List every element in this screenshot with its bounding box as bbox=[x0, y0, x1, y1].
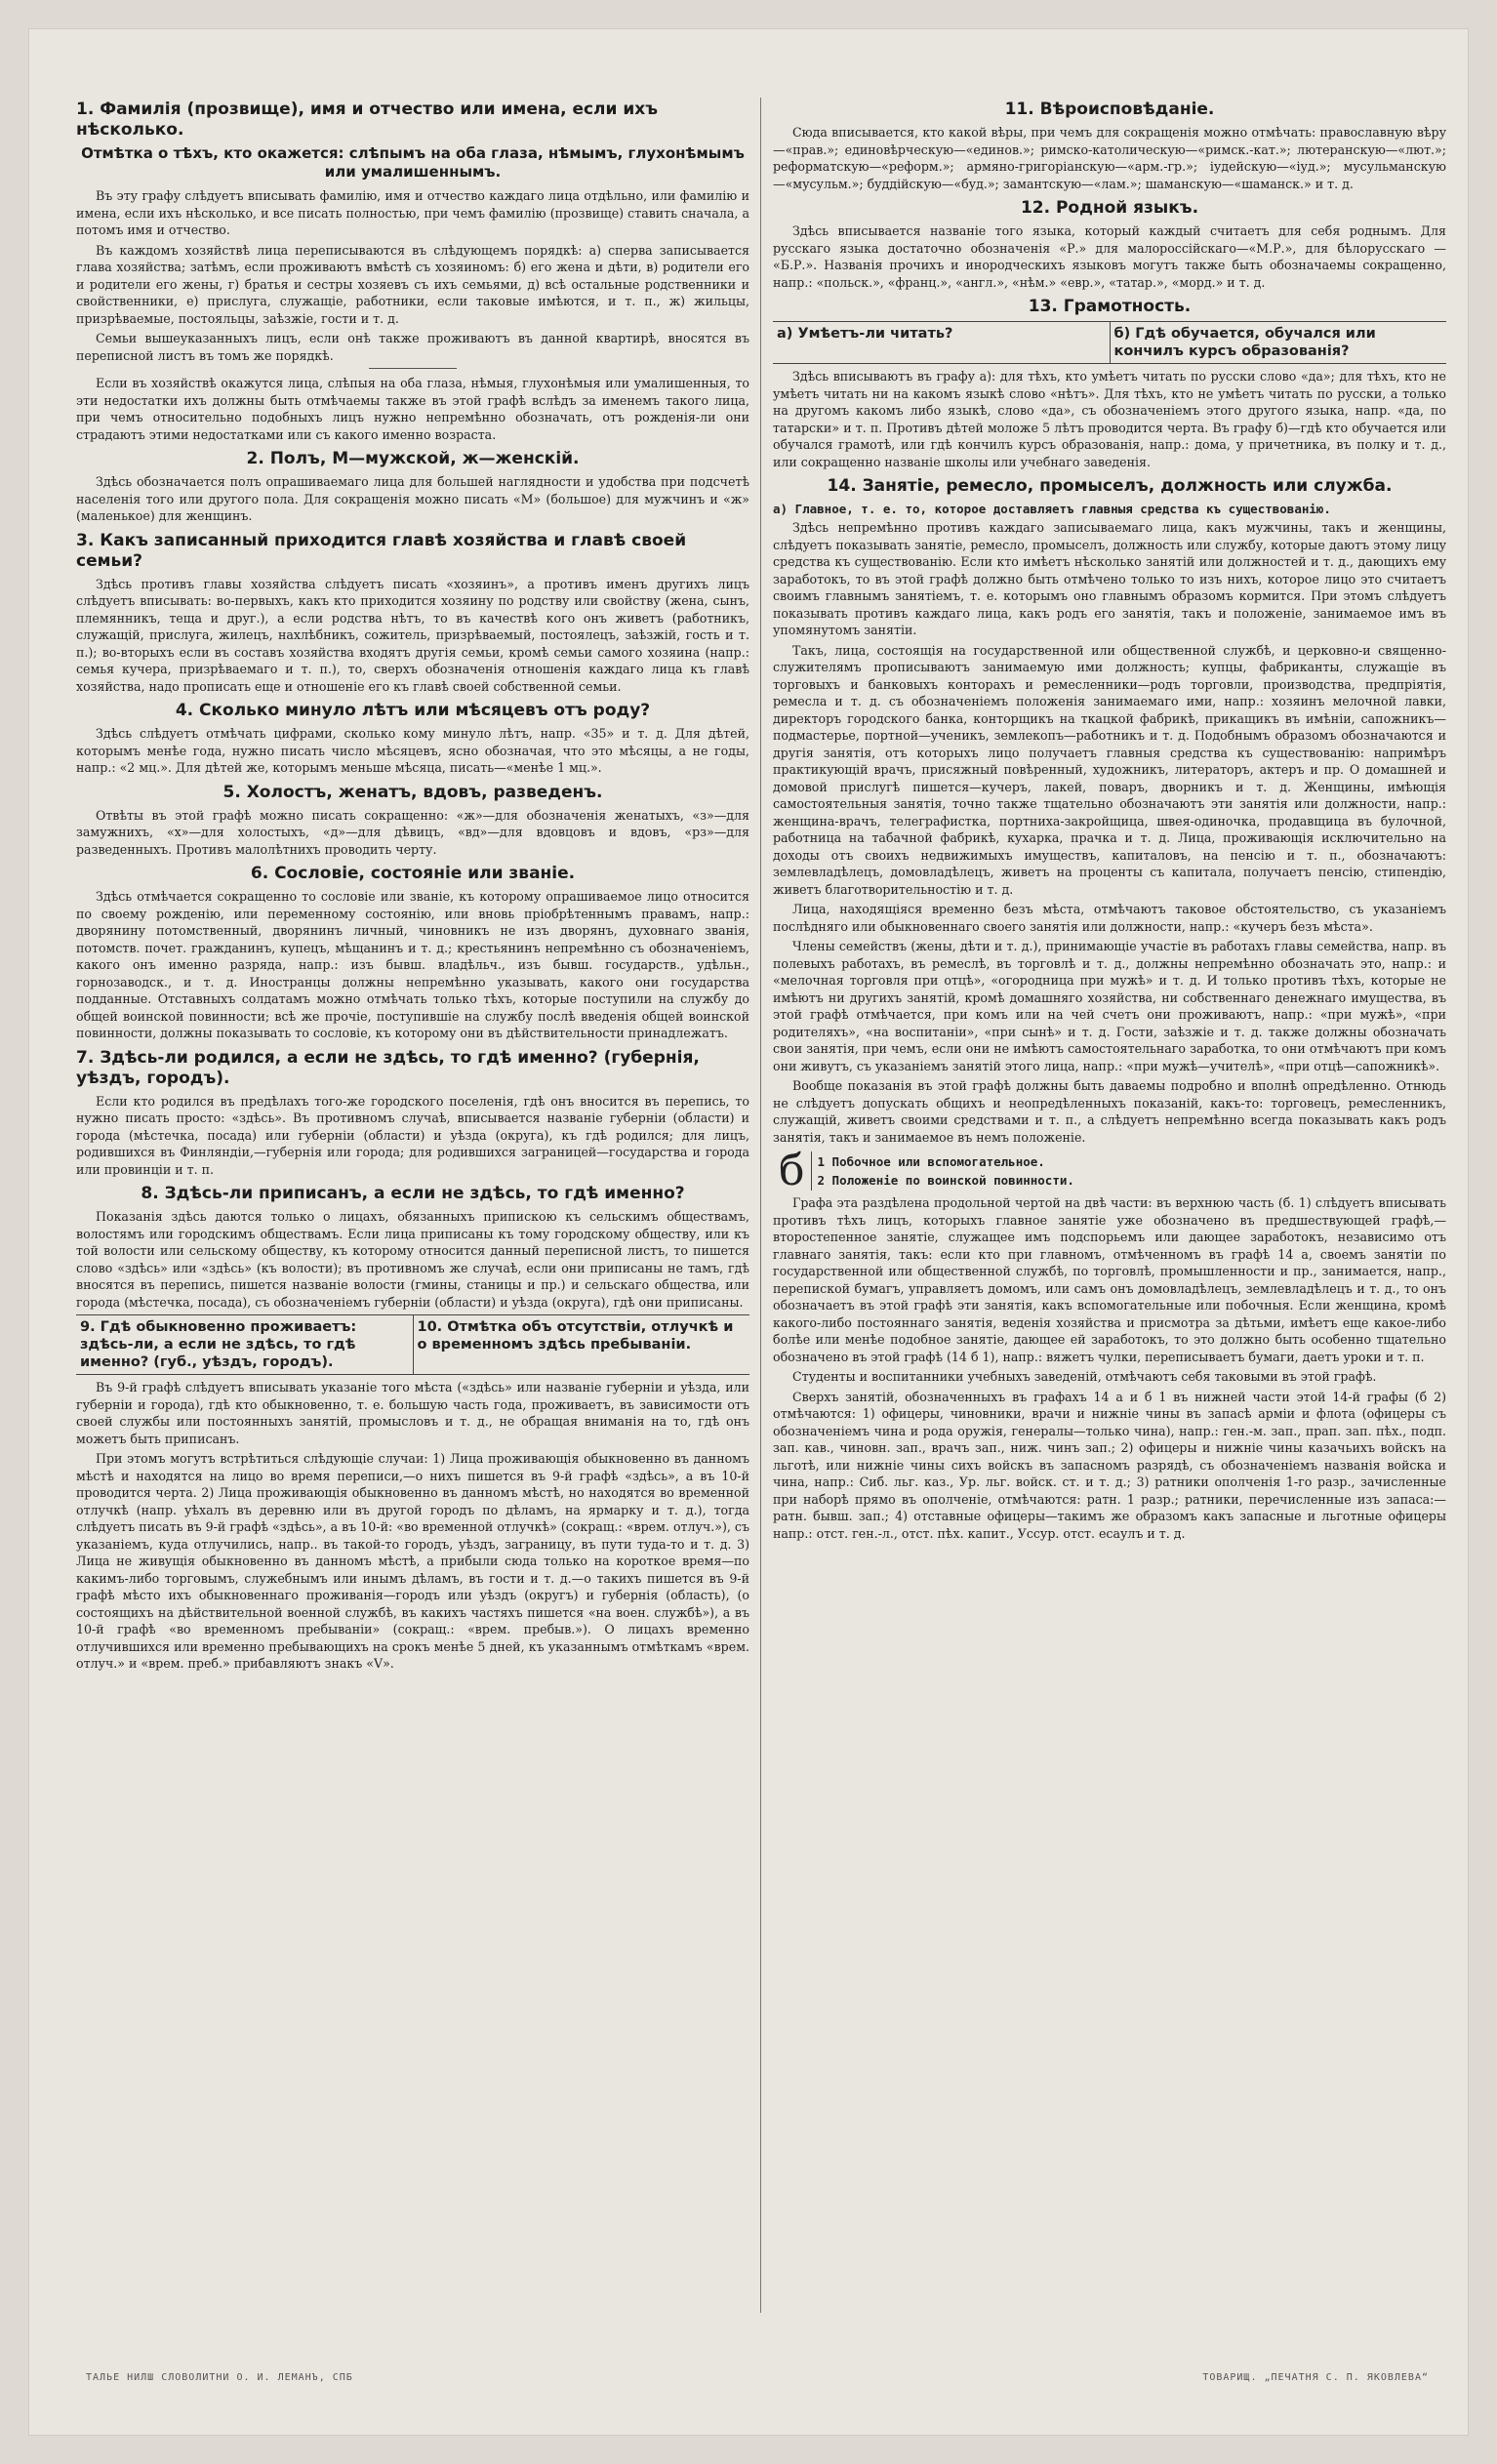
section-12-title: 12. Родной языкъ. bbox=[1020, 198, 1199, 218]
section-13-a: а) Умѣетъ-ли читать? bbox=[773, 322, 1111, 363]
section-14-b1: 1 Побочное или вспомогательное. bbox=[817, 1154, 1045, 1169]
section-8-title: 8. Здѣсь-ли приписанъ, а если не здѣсь, то гдѣ именно? bbox=[141, 1184, 685, 1203]
paragraph: Отвѣты въ этой графѣ можно писать сокращенно: «ж»—для обозначенія женатыхъ, «з»—для замужнихъ, «х»—для холостыхъ, «д»—для дѣвицъ, «вд»—для вдовцовъ и вдовъ, «рз»—для разведенныхъ. Противъ малолѣтнихъ проводить черту. bbox=[76, 807, 749, 857]
paragraph: Вообще показанія въ этой графѣ должны быть даваемы подробно и вполнѣ опредѣленно. Отнюдь не слѣдуетъ допускать общихъ и неопредѣленныхъ показаній, какъ-то: торговецъ, ремесленникъ, служащій, живетъ своими средствами и т. п., а слѣдуетъ непремѣнно всегда показывать какъ родъ занятія, такъ и занимаемое въ немъ положеніе. bbox=[773, 1078, 1446, 1145]
paragraph: Графа эта раздѣлена продольной чертой на двѣ части: въ верхнюю часть (б. 1) слѣдуетъ вписывать противъ тѣхъ лицъ, которыхъ главное занятіе уже обозначено въ предшествующей графѣ,—второстепенное занятіе, служащее имъ подспорьемъ или дающее заработокъ, независимо отъ главнаго занятія, такъ: если кто при главномъ, отмѣченномъ въ графѣ 14 а, своемъ занятіи по государственной или общественной службѣ, по торговлѣ, промышленности и пр., занимается, напр., перепиской бумагъ, управляетъ домомъ, или самъ онъ домовладѣлецъ, землевладѣлецъ и т. д., то онъ обозначаетъ въ этой графѣ эти занятія, какъ вспомогательные или побочныя. Если женщина, кромѣ какого-либо постояннаго занятія, веденія хозяйства и присмотра за дѣтьми, имѣетъ еще какое-либо болѣе или менѣе подобное занятіе, дающее ей заработокъ, то это должно быть особенно тщательно обозначено въ этой графѣ (14 б 1), напр.: вяжетъ чулки, переписываетъ бумаги, даетъ уроки и т. п. bbox=[773, 1195, 1446, 1364]
section-14-b-heading bbox=[773, 1146, 1446, 1195]
paragraph: Если въ хозяйствѣ окажутся лица, слѣпыя на оба глаза, нѣмыя, глухонѣмыя или умалишенныя, то эти недостатки ихъ должны быть отмѣчаемы также въ этой графѣ вслѣдъ за именемъ такого лица, при чемъ относительно подобныхъ лицъ нужно непремѣнно обозначать, отъ рожденія-ли они страдаютъ этими недостатками или съ какого именно возраста. bbox=[76, 376, 749, 442]
paragraph: Сверхъ занятій, обозначенныхъ въ графахъ 14 а и б 1 въ нижней части этой 14-й графы (б 2) отмѣчаются: 1) офицеры, чиновники, врачи и нижніе чины въ запасѣ арміи и флота (офицеры съ обозначеніемъ чина и рода оружія, генералы—только чина), напр.: ген.-м. зап., прап. зап. пѣх., подп. зап. кав., чиновн. зап., врачъ зап., ниж. чинъ зап.; 2) офицеры и нижніе чины казачьихъ войскъ на льготѣ, или нижніе чины сихъ войскъ въ запасномъ разрядѣ, съ обозначеніемъ названія войска и чина, напр.: Сиб. льг. каз., Ур. льг. войск. ст. и т. д.; 3) ратники ополченія 1-го разр., зачисленные при наборѣ прямо въ ополченіе, отмѣчаются: ратн. 1 разр.; ратники, перечисленные изъ запаса:—ратн. бывш. зап.; 4) отставные офицеры—такимъ же образомъ какъ запасные и льготные офицеры напр.: отст. ген.-л., отст. пѣх. капит., Уссур. отст. есаулъ и т. д. bbox=[773, 1389, 1446, 1541]
section-1-title: 1. Фамилія (прозвище), имя и отчество или имена, если ихъ нѣсколько. bbox=[76, 100, 658, 140]
section-14-b-letter: б bbox=[779, 1146, 805, 1195]
printer-imprint-right: ТОВАРИЩ. „ПЕЧАТНЯ С. П. ЯКОВЛЕВА“ bbox=[1202, 2372, 1429, 2383]
section-4-title: 4. Сколько минуло лѣтъ или мѣсяцевъ отъ роду? bbox=[175, 701, 651, 720]
paragraph: Такъ, лица, состоящія на государственной или общественной службѣ, и церковно-и священно-служителямъ прописываютъ занимаемую ими должность; купцы, фабриканты, служащіе въ торговыхъ и банковыхъ конторахъ и ремесленники—родъ торговли, производства, предпріятія, ремесла и т. д. съ обозначеніемъ положенія занимаемаго ими, напр.: хозяинъ мелочной лавки, директоръ городского банка, конторщикъ на ткацкой фабрикѣ, прикащикъ въ имѣніи, сапожникъ—подмастерье, портной—ученикъ, землекопъ—работникъ и т. д. Подобнымъ образомъ обозначаются и другія занятія, отъ которыхъ лицо получаетъ главныя средства къ существованію: напримѣръ практикующій врачъ, присяжный повѣренный, художникъ, литераторъ, актеръ и пр. О домашней и домовой прислугѣ пишется—кучеръ, лакей, поваръ, дворникъ и т. д. Женщины, имѣющія самостоятельныя занятія, точно также тщательно обозначаютъ эти занятія или должности, напр.: женщина-врачъ, телеграфистка, портниха-закройщица, швея-одиночка, продавщица въ булочной, работница на табачной фабрикѣ, кухарка, прачка и т. д. Лица, проживающія исключительно на доходы отъ своихъ недвижимыхъ имуществъ, капиталовъ, на пенсію и т. п., обозначаютъ: землевладѣлецъ, домовладѣлецъ, живетъ на проценты съ капитала, получаетъ пенсію, стипендію, живетъ благотворительностію и т. д. bbox=[773, 642, 1446, 897]
paragraph: Если кто родился въ предѣлахъ того-же городского поселенія, гдѣ онъ вносится въ перепись, то нужно писать просто: «здѣсь». Въ противномъ случаѣ, вписывается названіе губерніи (области) и города (мѣстечка, посада) или губерніи (области) и уѣзда (округа), къ гдѣ родился; для лицъ, родившихся въ Финляндіи,—губернія или города; для родившихся заграницей—государства и города или провинціи и т. п. bbox=[76, 1093, 749, 1177]
section-7-title: 7. Здѣсь-ли родился, а если не здѣсь, то гдѣ именно? (губернія, уѣздъ, городъ). bbox=[76, 1047, 700, 1088]
paragraph: Здѣсь вписывается названіе того языка, который каждый считаетъ для себя роднымъ. Для русскаго языка достаточно обозначенія «Р.» для малороссійскаго—«М.Р.», для бѣлорусскаго — «Б.Р.». Названія прочихъ и инородческихъ языковъ могутъ также быть обозначаемы сокращенно, напр.: «польск.», «франц.», «англ.», «нѣм.» «евр.», «татар.», «морд.» и т. д. bbox=[773, 223, 1446, 290]
paragraph: Въ эту графу слѣдуетъ вписывать фамилію, имя и отчество каждаго лица отдѣльно, или фамилію и имена, если ихъ нѣсколько, и все писать полностью, при чемъ фамилію (прозвище) ставить сначала, а потомъ имя и отчество. bbox=[76, 188, 749, 237]
section-5-title: 5. Холостъ, женатъ, вдовъ, разведенъ. bbox=[223, 782, 603, 802]
paragraph: Лица, находящіяся временно безъ мѣста, отмѣчаютъ таковое обстоятельство, съ указаніемъ послѣдняго или обыкновеннаго своего занятія или должности, напр.: «кучеръ безъ мѣста». bbox=[773, 902, 1446, 934]
section-14-a-heading: а) Главное, т. е. то, которое доставляетъ главныя средства къ существованію. bbox=[773, 502, 1331, 516]
paragraph: Здѣсь слѣдуетъ отмѣчать цифрами, сколько кому минуло лѣтъ, напр. «35» и т. д. Для дѣтей, которымъ менѣе года, нужно писать число мѣсяцевъ, ясно обозначая, что это мѣсяцы, а не годы, напр.: «2 мц.». Для дѣтей же, которымъ меньше мѣсяца, писать—«менѣе 1 мц.». bbox=[76, 726, 749, 775]
section-14-title: 14. Занятіе, ремесло, промыселъ, должность или служба. bbox=[827, 476, 1393, 496]
census-instructions-sheet bbox=[29, 29, 1468, 2435]
section-13-subheaders bbox=[773, 321, 1446, 364]
paragraph: Сюда вписывается, кто какой вѣры, при чемъ для сокращенія можно отмѣчать: православную вѣру—«прав.»; единовѣрческую—«единов.»; римско-католическую—«римск.-кат.»; лютеранскую—«лют.»; реформатскую—«реформ.»; армяно-григоріанскую—«арм.-гр.»; іудейскую—«іуд.»; мусульманскую—«мусульм.»; буддійскую—«буд.»; замантскую—«лам.»; шаманскую—«шаманск.» и т. д. bbox=[773, 125, 1446, 191]
section-10-title: 10. Отмѣтка объ отсутствіи, отлучкѣ и о временномъ здѣсь пребываніи. bbox=[417, 1319, 734, 1353]
paragraph: Здѣсь отмѣчается сокращенно то сословіе или званіе, къ которому опрашиваемое лицо относится по своему рожденію, или переменному состоянію, или вновь пріобрѣтеннымъ правамъ, напр.: дворянину потомственный, дворянинъ личный, чиновникъ не изъ дворянъ, духовнаго званія, потомств. почет. гражданинъ, купецъ, мѣщанинъ и т. д.; крестьянинъ непремѣнно съ обозначеніемъ, какого онъ именно разряда, напр.: изъ бывш. владѣльч., изъ бывш. государств., удѣльн., горнозаводск., и т. д. Иностранцы должны непремѣнно указывать, какого они государства подданные. Отставныхъ солдатамъ можно отмѣчать только тѣхъ, которые поступили на службу до общей воинской повинности; всѣ же прочіе, поступившіе на службу послѣ введенія общей воинской повинности, должны показывать то сословіе, къ которому они въ дѣйствительности принадлежатъ. bbox=[76, 889, 749, 1040]
paragraph: Здѣсь противъ главы хозяйства слѣдуетъ писать «хозяинъ», а противъ именъ другихъ лицъ слѣдуетъ вписывать: во-первыхъ, какъ кто приходится хозяину по родству или свойству (жена, сынъ, племянникъ, теща и друг.), а если родства нѣтъ, то въ качествѣ кого онъ живетъ (работникъ, служащій, прислуга, жилецъ, нахлѣбникъ, сожитель, призрѣваемый, постоялецъ, заѣзжій, гость и т. п.); во-вторыхъ если въ составъ хозяйства входятъ другія семьи, кромѣ семьи самого хозяина (напр.: семья кучера, призрѣваемаго и т. п.), то, сверхъ обозначенія отношенія каждаго лица къ главѣ хозяйства, надо прописать еще и отношеніе его къ главѣ своей собственной семьи. bbox=[76, 576, 749, 694]
sections-9-10-header bbox=[76, 1314, 749, 1375]
paragraph: При этомъ могутъ встрѣтиться слѣдующіе случаи: 1) Лица проживающія обыкновенно въ данномъ мѣстѣ и находятся на лицо во время переписи,—о нихъ пишется въ 9-й графѣ «здѣсь», а въ 10-й проводится черта. 2) Лица проживающія обыкновенно въ данномъ мѣстѣ, но находятся во временной отлучкѣ (напр. уѣхалъ въ деревню или въ другой городъ по дѣламъ, на ярмарку и т. д.), тогда слѣдуетъ писать въ 9-й графѣ «здѣсь», а въ 10-й: «во временной отлучкѣ» (сокращ.: «врем. отлуч.»), съ указаніемъ, куда отлучились, напр.. въ такой-то городъ, уѣздъ, заграницу, въ пути туда-то и т. д. 3) Лица не живущія обыкновенно въ данномъ мѣстѣ, а прибыли сюда только на короткое время—по какимъ-либо торговымъ, служебнымъ или инымъ дѣламъ, въ гости и т. д.—о такихъ пишется въ 9-й графѣ мѣсто ихъ обыкновеннаго проживанія—городъ или уѣздъ (округъ) и губернія (область), (о состоящихъ на дѣйствительной военной службѣ, въ какихъ частяхъ пишется «на воен. службѣ»), а въ 10-й графѣ «во временномъ пребываніи» (сокращ.: «врем. пребыв.»). О лицахъ временно отлучившихся или временно пребывающихъ на срокъ менѣе 5 дней, къ указаннымъ отмѣткамъ «врем. отлуч.» и «врем. преб.» прибавляютъ знакъ «V». bbox=[76, 1451, 749, 1671]
column-divider bbox=[760, 98, 761, 2313]
section-3-title: 3. Какъ записанный приходится главѣ хозяйства и главѣ своей семьи? bbox=[76, 530, 687, 571]
paragraph: Показанія здѣсь даются только о лицахъ, обязанныхъ припискою къ сельскимъ обществамъ, волостямъ или городскимъ обществамъ. Если лица приписаны къ тому городскому обществу, или къ той волости или сельскому обществу, къ которому относится данный переписной листъ, то пишется слово «здѣсь» или «здѣсь» (къ волости); въ противномъ же случаѣ, если они приписаны не тамъ, гдѣ вносятся въ перепись, пишется названіе волости (гмины, станицы и пр.) и сельскаго общества, или города (мѣстечка, посада), съ обозначеніемъ губерніи (области) и уѣзда (округа), гдѣ они приписаны. bbox=[76, 1209, 749, 1310]
section-14-b2: 2 Положеніе по воинской повинности. bbox=[817, 1173, 1074, 1188]
paragraph: Студенты и воспитанники учебныхъ заведеній, отмѣчаютъ себя таковыми въ этой графѣ. bbox=[792, 1369, 1377, 1384]
paragraph: Здѣсь вписываютъ въ графу а): для тѣхъ, кто умѣетъ читать по русски слово «да»; для тѣхъ, кто не умѣетъ читать ни на какомъ языкѣ слово «нѣтъ». Для тѣхъ, кто не умѣетъ читать по русски, а только на другомъ какомъ либо языкѣ, слово «да», съ обозначеніемъ этого другого языка, напр. «да, по татарски» и т. п. Противъ дѣтей моложе 5 лѣтъ проводится черта. Въ графу б)—гдѣ кто обучается или обучался грамотѣ, или гдѣ кончилъ курсъ образованія, напр.: дома, у причетника, въ полку и т. д., или сокращенно названіе школы или учебнаго заведенія. bbox=[773, 369, 1446, 469]
paragraph: Въ каждомъ хозяйствѣ лица переписываются въ слѣдующемъ порядкѣ: а) сперва записывается глава хозяйства; затѣмъ, если проживаютъ вмѣстѣ съ хозяиномъ: б) его жена и дѣти, в) родители его и родители его жены, г) братья и сестры хозяевъ съ ихъ семьями, д) всѣ остальные родственники и свойственники, е) прислуга, служащіе, работники, если таковые имѣются, и т. п., ж) жильцы, призрѣваемые, постояльцы, заѣзжіе, гости и т. д. bbox=[76, 242, 749, 326]
paragraph: Члены семействъ (жены, дѣти и т. д.), принимающіе участіе въ работахъ главы семейства, напр. въ полевыхъ работахъ, въ ремеслѣ, въ торговлѣ и т. д., должны непремѣнно обозначать это, напр.: и «мелочная торговля при отцѣ», «огородница при мужѣ» и т. д. И только противъ тѣхъ, которые не имѣютъ ни другихъ занятій, кромѣ домашняго хозяйства, ни собственнаго денежнаго имущества, въ этой графѣ отмѣчается, при комъ или на чей счетъ они проживаютъ, напр.: «при мужѣ», «при родителяхъ», «на воспитаніи», «при сынѣ» и т. д. Гости, заѣзжіе и т. д. также должны обозначать свои занятія, при чемъ, если они не имѣютъ самостоятельнаго заработка, то они отмѣчаютъ при комъ они живутъ, съ указаніемъ занятій этого лица, напр.: «при мужѣ—учителѣ», «при отцѣ—сапожникѣ». bbox=[773, 939, 1446, 1073]
printer-imprint-left: ТАЛЬЕ НИЛШ СЛОВОЛИТНИ О. И. ЛЕМАНЪ, СПБ bbox=[86, 2372, 353, 2383]
paragraph: Здѣсь непремѣнно противъ каждаго записываемаго лица, какъ мужчины, такъ и женщины, слѣдуетъ показывать занятіе, ремесло, промыселъ, должность или службу, которые даютъ этому лицу средства къ существованію. Если кто имѣетъ нѣсколько занятій или должностей и т. д., дающихъ ему заработокъ, то въ этой графѣ должно быть отмѣчено только то изъ нихъ, которое лицо это считаетъ своимъ главнымъ занятіемъ, т. е. которымъ оно главнымъ образомъ кормится. При этомъ слѣдуетъ показывать противъ каждаго лица, какъ родъ его занятія, такъ и положеніе, занимаемое имъ въ упомянутомъ занятіи. bbox=[773, 520, 1446, 637]
right-column bbox=[773, 94, 1446, 2319]
paragraph: Семьи вышеуказанныхъ лицъ, если онѣ также проживаютъ въ данной квартирѣ, вносятся въ переписной листъ въ томъ же порядкѣ. bbox=[76, 331, 749, 363]
section-13-b: б) Гдѣ обучается, обучался или кончилъ курсъ образованія? bbox=[1113, 326, 1376, 359]
section-2-title: 2. Полъ, М—мужской, ж—женскій. bbox=[246, 449, 580, 468]
section-11-title: 11. Вѣроисповѣданіе. bbox=[1004, 100, 1215, 119]
separator-rule bbox=[369, 368, 457, 369]
section-1-subtitle: Отмѣтка о тѣхъ, кто окажется: слѣпымъ на оба глаза, нѣмымъ, глухонѣмымъ или умалишеннымъ. bbox=[81, 144, 745, 181]
paragraph: Въ 9-й графѣ слѣдуетъ вписывать указаніе того мѣста («здѣсь» или названіе губерніи и уѣзда, или губерніи и города), гдѣ кто обыкновенно, т. е. большую часть года, проживаетъ, въ зависимости отъ своей службы или постоянныхъ занятій, промысловъ и т. д., не обращая вниманія на то, гдѣ онъ можетъ быть приписанъ. bbox=[76, 1380, 749, 1446]
section-13-title: 13. Грамотность. bbox=[1028, 297, 1192, 316]
paragraph: Здѣсь обозначается полъ опрашиваемаго лица для большей наглядности и удобства при подсчетѣ населенія того или другого пола. Для сокращенія можно писать «М» (большое) для мужчинъ и «ж» (маленькое) для женщинъ. bbox=[76, 474, 749, 523]
left-column bbox=[76, 94, 749, 2319]
section-9-title: 9. Гдѣ обыкновенно проживаетъ: здѣсь-ли, а если не здѣсь, то гдѣ именно? (губ., уѣздъ, городъ). bbox=[76, 1315, 414, 1374]
section-6-title: 6. Сословіе, состояніе или званіе. bbox=[250, 864, 576, 883]
